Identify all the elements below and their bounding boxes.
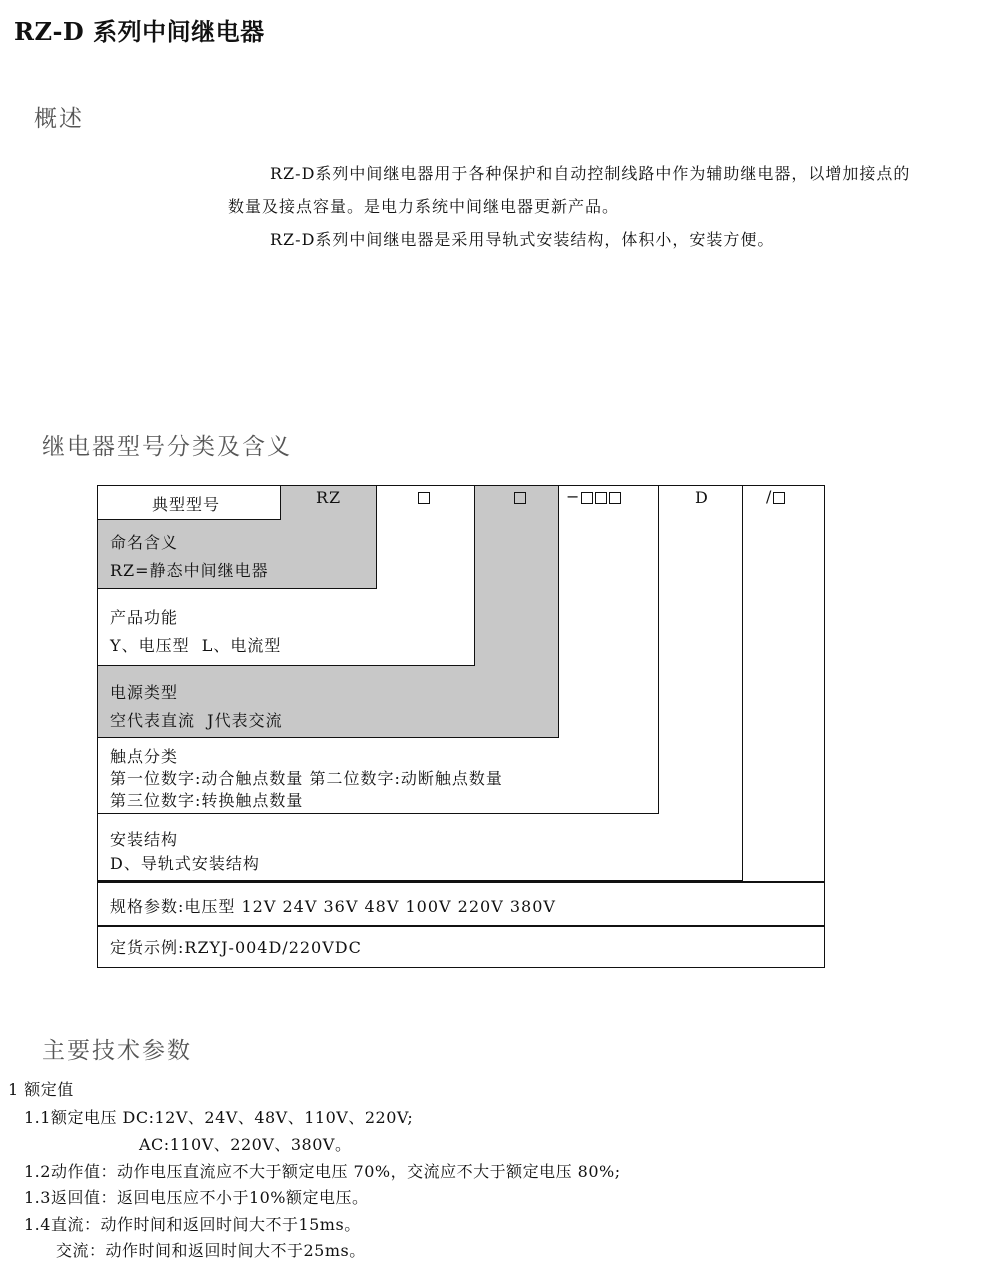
mount-desc: D、导轨式安装结构 <box>110 854 260 873</box>
code-contact-boxes <box>566 487 622 506</box>
tech-1-3: 1.3返回值：返回电压应不小于10%额定电压。 <box>24 1188 369 1207</box>
mount-title: 安装结构 <box>110 830 179 849</box>
code-d: D <box>695 488 709 507</box>
order-example: 定货示例:RZYJ-004D/220VDC <box>110 938 362 957</box>
tech-1-4-dc: 1.4直流：动作时间和返回时间大不于15ms。 <box>24 1215 361 1234</box>
tech-1-1-ac: AC:110V、220V、380V。 <box>139 1135 352 1154</box>
contact-title: 触点分类 <box>110 747 179 766</box>
function-desc: Y、电压型 L、电流型 <box>110 636 282 655</box>
tech-1-2: 1.2动作值：动作电压直流应不大于额定电压 70%，交流应不大于额定电压 80%; <box>24 1162 621 1181</box>
tech-1-4-ac: 交流：动作时间和返回时间大不于25ms。 <box>56 1241 366 1260</box>
tech-heading: 主要技术参数 <box>42 1038 192 1064</box>
overview-paragraph-2: RZ-D系列中间继电器是采用导轨式安装结构，体积小，安装方便。 <box>270 230 775 249</box>
tech-1-1-dc: 1.1额定电压 DC:12V、24V、48V、110V、220V; <box>24 1108 414 1127</box>
code-dash: − <box>566 487 581 506</box>
tech-section-1: 1 额定值 <box>8 1080 74 1099</box>
code-power-box <box>513 487 527 506</box>
code-slash: / <box>766 487 773 506</box>
code-rz: RZ <box>316 488 342 507</box>
code-function-box <box>417 487 431 506</box>
page-title: RZ-D 系列中间继电器 <box>14 17 265 46</box>
naming-title: 命名含义 <box>110 533 179 552</box>
spec-params: 规格参数:电压型 12V 24V 36V 48V 100V 220V 380V <box>110 897 556 916</box>
model-heading: 继电器型号分类及含义 <box>42 434 292 460</box>
power-desc: 空代表直流 J代表交流 <box>110 711 283 730</box>
overview-paragraph-1-line-1: RZ-D系列中间继电器用于各种保护和自动控制线路中作为辅助继电器，以增加接点的 <box>270 164 911 183</box>
power-title: 电源类型 <box>110 683 179 702</box>
overview-heading: 概述 <box>34 106 84 132</box>
overview-paragraph-1-line-2: 数量及接点容量。是电力系统中间继电器更新产品。 <box>228 197 620 216</box>
code-voltage <box>766 487 786 506</box>
divider-spec <box>97 881 825 883</box>
divider-order <box>97 925 825 927</box>
naming-desc: RZ=静态中间继电器 <box>110 561 269 580</box>
typical-label: 典型型号 <box>152 495 221 514</box>
contact-desc-2: 第三位数字:转换触点数量 <box>110 791 304 810</box>
function-title: 产品功能 <box>110 608 179 627</box>
contact-desc-1: 第一位数字:动合触点数量 第二位数字:动断触点数量 <box>110 769 503 788</box>
